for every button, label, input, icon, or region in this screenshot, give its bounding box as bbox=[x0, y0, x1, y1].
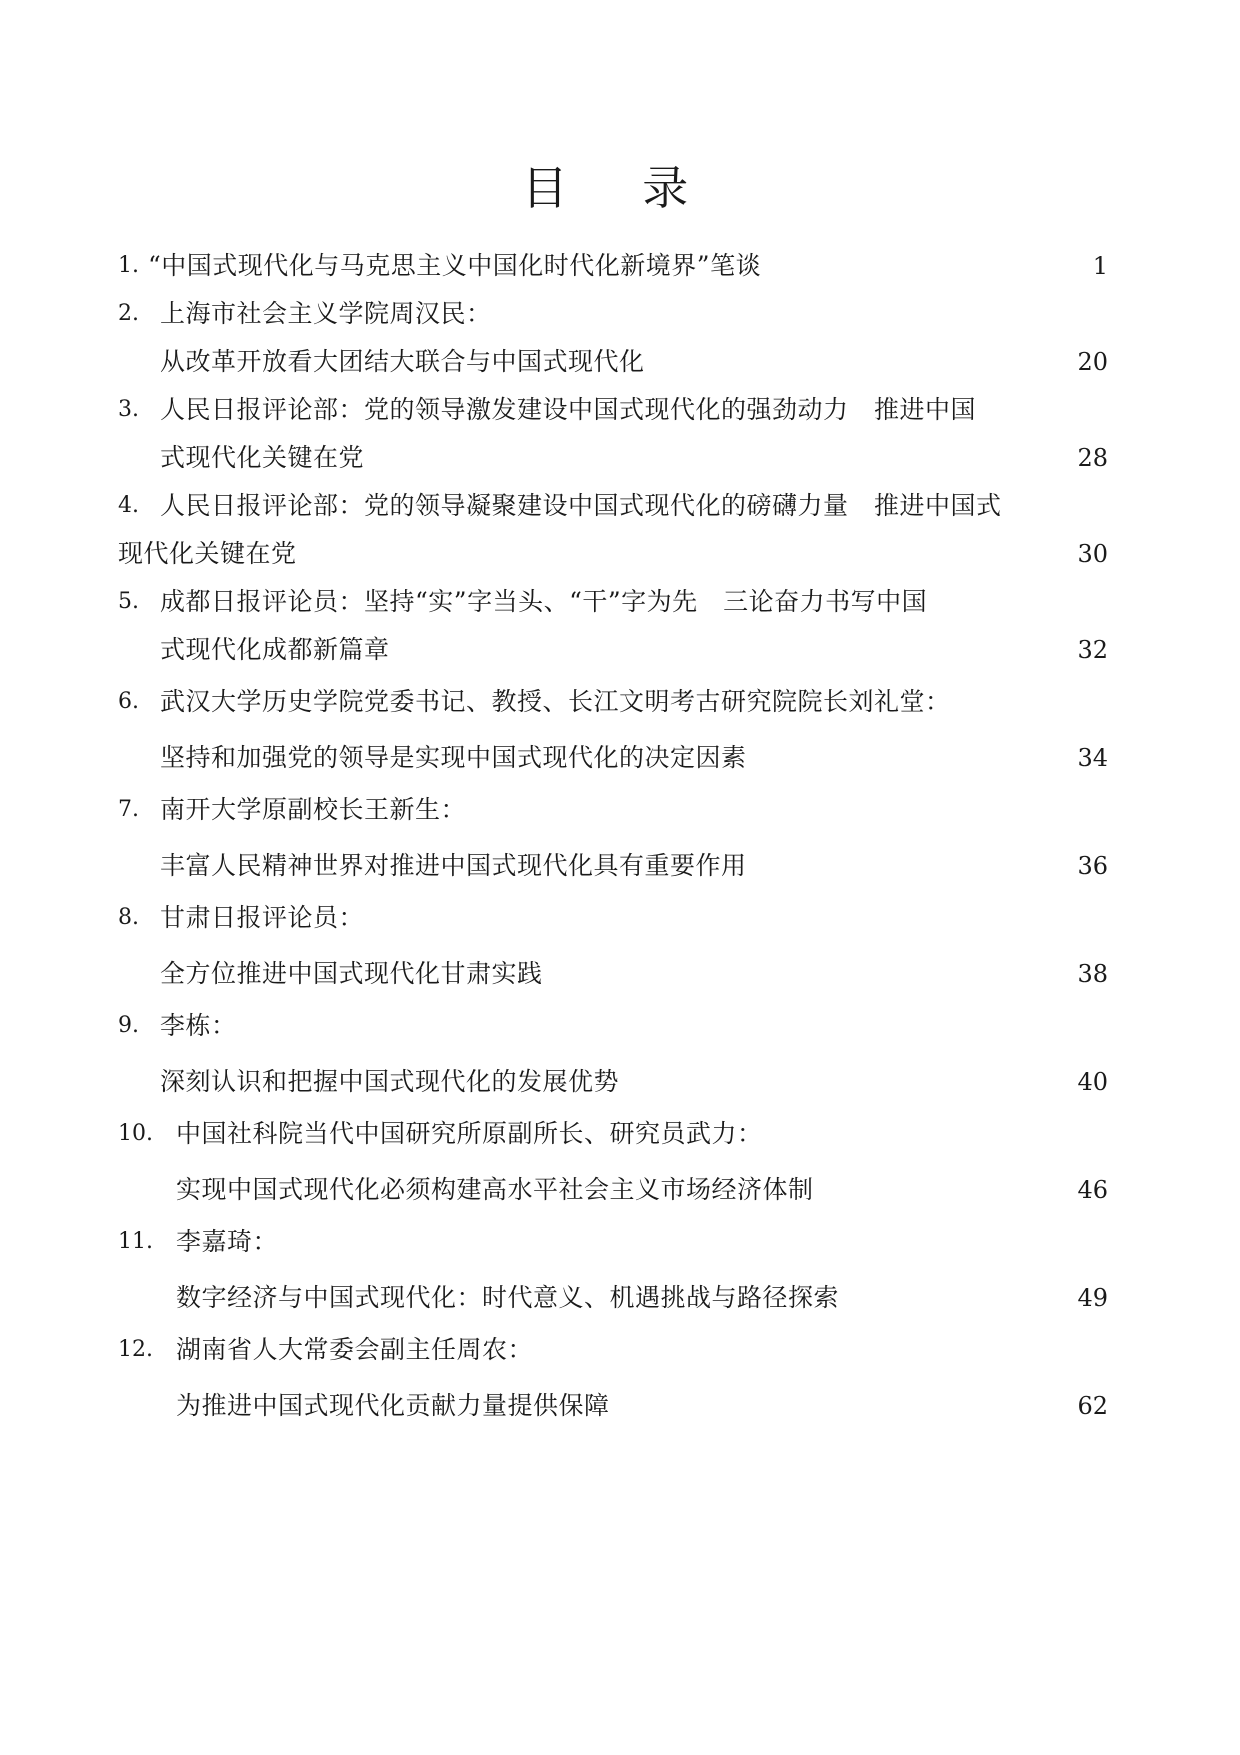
toc-entry-12-line-1 bbox=[0, 1330, 1240, 1370]
toc-entry-6-line-1 bbox=[0, 682, 1240, 722]
entry-number: 7. bbox=[118, 797, 139, 822]
toc-entry-10-line-1 bbox=[0, 1114, 1240, 1154]
entry-title: 实现中国式现代化必须构建高水平社会主义市场经济体制 bbox=[176, 1175, 814, 1204]
page-title: 目 录 bbox=[521, 161, 719, 215]
entry-number: 8. bbox=[118, 905, 139, 930]
entry-number: 6. bbox=[118, 689, 139, 714]
entry-number: 11. bbox=[118, 1229, 153, 1254]
entry-number: 3. bbox=[118, 397, 139, 422]
entry-author: 李栋： bbox=[160, 1011, 237, 1040]
entry-title: 数字经济与中国式现代化：时代意义、机遇挑战与路径探索 bbox=[176, 1283, 840, 1312]
toc-entry-1-line-1 bbox=[0, 246, 1240, 286]
entry-title-continued: 式现代化成都新篇章 bbox=[160, 635, 390, 664]
entry-title: “中国式现代化与马克思主义中国化时代化新境界”笔谈 bbox=[148, 251, 762, 280]
toc-entry-8-line-2 bbox=[0, 954, 1240, 994]
entry-page-number: 30 bbox=[1077, 540, 1108, 568]
toc-entry-10-line-2 bbox=[0, 1170, 1240, 1210]
entry-number: 5. bbox=[118, 589, 139, 614]
entry-author: 甘肃日报评论员： bbox=[160, 903, 365, 932]
entry-page-number: 28 bbox=[1077, 444, 1108, 472]
entry-page-number: 38 bbox=[1077, 960, 1108, 988]
entry-title: 人民日报评论部：党的领导凝聚建设中国式现代化的磅礴力量 推进中国式 bbox=[160, 491, 1002, 520]
entry-page-number: 36 bbox=[1077, 852, 1108, 880]
entry-page-number: 20 bbox=[1077, 348, 1108, 376]
entry-title: 成都日报评论员：坚持“实”字当头、“干”字为先 三论奋力书写中国 bbox=[160, 587, 928, 616]
toc-entry-11-line-1 bbox=[0, 1222, 1240, 1262]
toc-entry-7-line-2 bbox=[0, 846, 1240, 886]
entry-title: 坚持和加强党的领导是实现中国式现代化的决定因素 bbox=[160, 743, 747, 772]
entry-number: 1. bbox=[118, 253, 139, 278]
entry-page-number: 62 bbox=[1077, 1392, 1108, 1420]
entry-number: 2. bbox=[118, 301, 139, 326]
toc-entry-9-line-2 bbox=[0, 1062, 1240, 1102]
entry-page-number: 1 bbox=[1092, 252, 1108, 280]
entry-page-number: 49 bbox=[1077, 1284, 1108, 1312]
entry-title: 全方位推进中国式现代化甘肃实践 bbox=[160, 959, 543, 988]
entry-number: 12. bbox=[118, 1337, 153, 1362]
entry-page-number: 34 bbox=[1077, 744, 1108, 772]
toc-entry-3-line-2 bbox=[0, 438, 1240, 478]
toc-entry-2-line-1 bbox=[0, 294, 1240, 334]
entry-author: 湖南省人大常委会副主任周农： bbox=[176, 1335, 534, 1364]
toc-entry-5-line-1 bbox=[0, 582, 1240, 622]
toc-entry-5-line-2 bbox=[0, 630, 1240, 670]
entry-title: 从改革开放看大团结大联合与中国式现代化 bbox=[160, 347, 645, 376]
entry-title-continued: 式现代化关键在党 bbox=[160, 443, 365, 472]
toc-entry-7-line-1 bbox=[0, 790, 1240, 830]
entry-title: 人民日报评论部：党的领导激发建设中国式现代化的强劲动力 推进中国 bbox=[160, 395, 977, 424]
toc-entry-6-line-2 bbox=[0, 738, 1240, 778]
entry-author: 南开大学原副校长王新生： bbox=[160, 795, 467, 824]
entry-number: 9. bbox=[118, 1013, 139, 1038]
entry-author: 上海市社会主义学院周汉民： bbox=[160, 299, 492, 328]
toc-entry-4-line-1 bbox=[0, 486, 1240, 526]
toc-entry-8-line-1 bbox=[0, 898, 1240, 938]
toc-entry-12-line-2 bbox=[0, 1386, 1240, 1426]
toc-entry-4-line-2 bbox=[0, 534, 1240, 574]
entry-author: 中国社科院当代中国研究所原副所长、研究员武力： bbox=[176, 1119, 763, 1148]
entry-page-number: 46 bbox=[1077, 1176, 1108, 1204]
entry-title-continued: 现代化关键在党 bbox=[118, 539, 297, 568]
entry-page-number: 40 bbox=[1077, 1068, 1108, 1096]
toc-entry-11-line-2 bbox=[0, 1278, 1240, 1318]
entry-page-number: 32 bbox=[1077, 636, 1108, 664]
toc-entry-2-line-2 bbox=[0, 342, 1240, 382]
toc-entry-9-line-1 bbox=[0, 1006, 1240, 1046]
toc-entry-3-line-1 bbox=[0, 390, 1240, 430]
entry-title: 深刻认识和把握中国式现代化的发展优势 bbox=[160, 1067, 620, 1096]
entry-number: 4. bbox=[118, 493, 139, 518]
entry-author: 武汉大学历史学院党委书记、教授、长江文明考古研究院院长刘礼堂： bbox=[160, 687, 951, 716]
entry-number: 10. bbox=[118, 1121, 153, 1146]
entry-author: 李嘉琦： bbox=[176, 1227, 279, 1256]
entry-title: 丰富人民精神世界对推进中国式现代化具有重要作用 bbox=[160, 851, 747, 880]
entry-title: 为推进中国式现代化贡献力量提供保障 bbox=[176, 1391, 610, 1420]
